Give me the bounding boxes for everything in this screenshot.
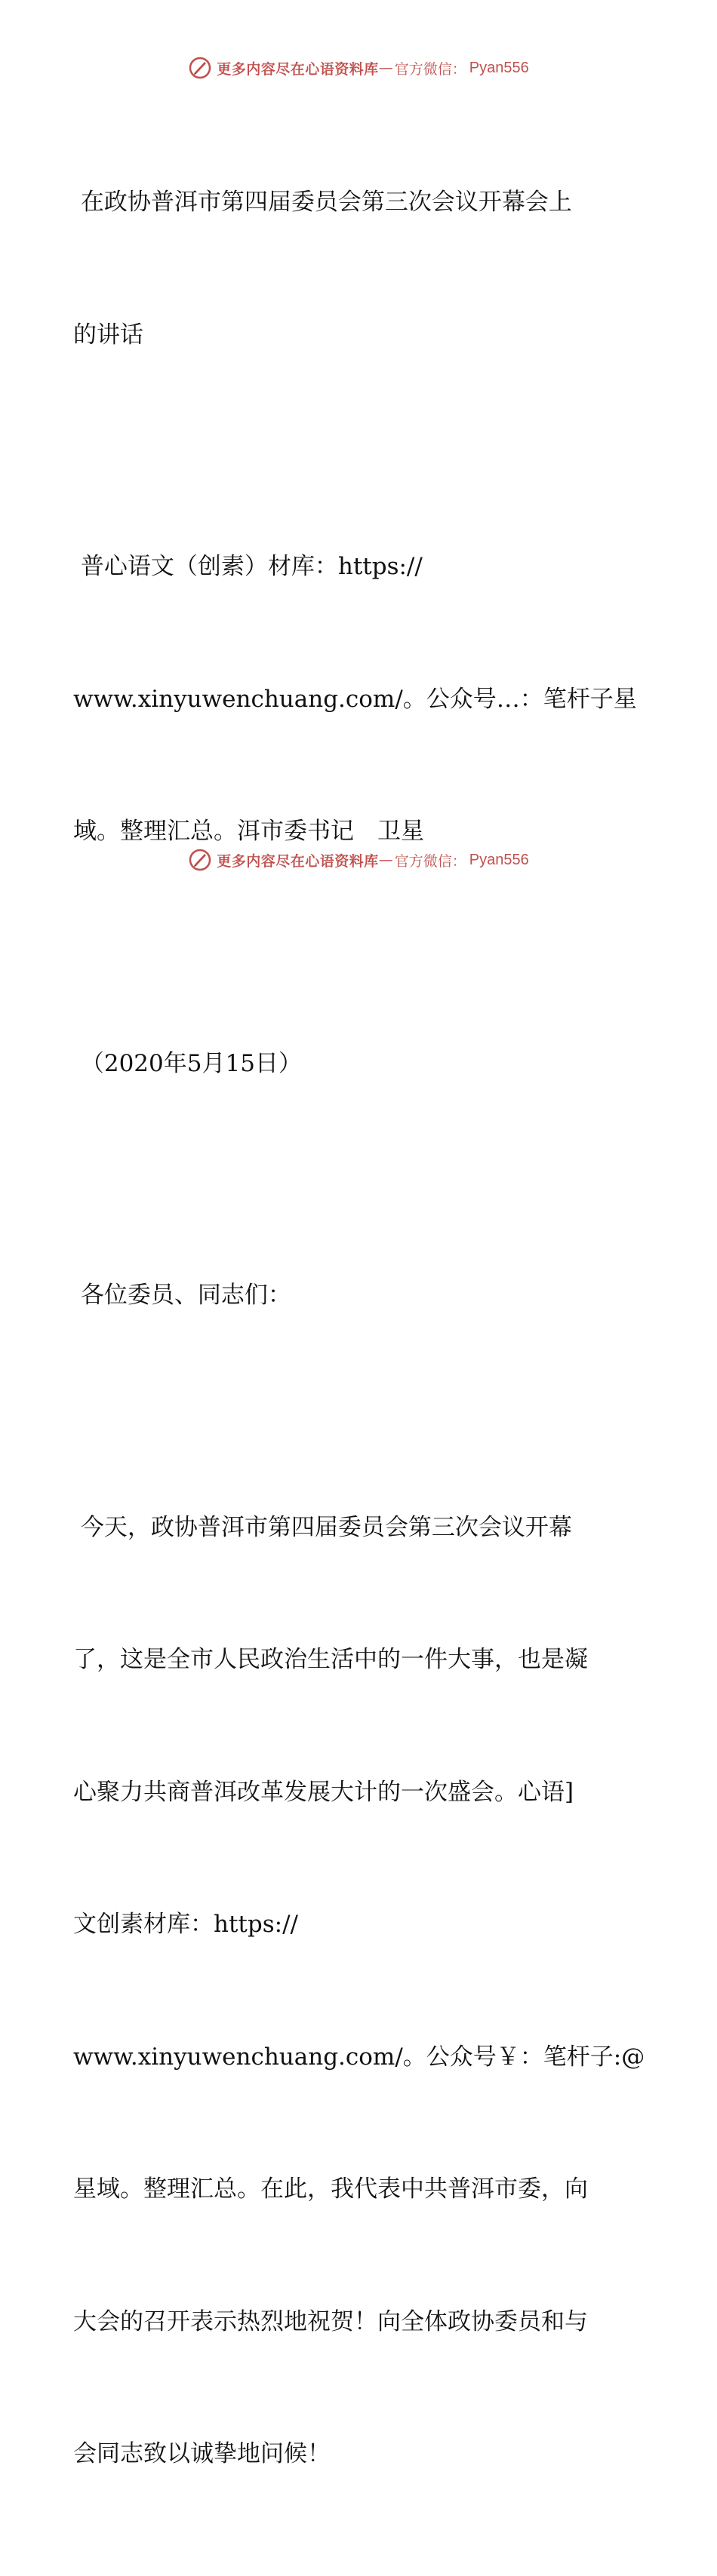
body-line: 会同志致以诚挚地问候！ [73,2440,331,2467]
watermark-slogan: 更多内容尽在心语资料库 [217,60,379,78]
body-line: 文创素材库：https:// [73,1911,298,1938]
source-line: 普心语文（创素）材库：https:// [73,553,423,580]
header-watermark [0,53,717,83]
title-line: 在政协普洱市第四届委员会第三次会议开幕会上 [73,189,572,216]
watermark-wechat-label: 官方微信： [394,852,466,870]
watermark-account: Pyan556 [469,851,529,868]
watermark-account: Pyan556 [469,59,529,76]
body-line: www.xinyuwenchuang.com/。公众号￥：笔杆子:@ [73,2043,645,2071]
body-line: 心聚力共商普洱改革发展大计的一次盛会。心语] [73,1778,574,1806]
watermark-wechat-label: 官方微信： [394,60,466,78]
watermark-dash: — [378,852,393,868]
footer-watermark [0,845,717,875]
body-line: 了，这是全市人民政治生活中的一件大事，也是凝 [73,1646,588,1673]
document-content [73,92,647,2576]
source-line: www.xinyuwenchuang.com/。公众号…：笔杆子星 [73,685,637,713]
body-line: 今天，政协普洱市第四届委员会第三次会议开幕 [73,1513,572,1541]
watermark-slogan: 更多内容尽在心语资料库 [217,852,379,870]
document-title [73,92,647,445]
body-line: 大会的召开表示热烈地祝贺！向全体政协委员和与 [73,2307,588,2335]
source-line: 域。整理汇总。洱市委书记 卫星 [73,818,424,845]
quill-pen-logo-icon [188,848,212,872]
title-line: 的讲话 [73,321,143,348]
date-line: （2020年5月15日） [73,1049,302,1077]
quill-pen-logo-icon [188,56,212,80]
greeting [73,1185,647,1406]
greeting-line: 各位委员、同志们： [73,1282,291,1309]
speech-date [73,953,647,1174]
body-paragraph [73,1417,647,2565]
watermark-dash: — [378,60,393,76]
body-line: 星域。整理汇总。在此，我代表中共普洱市委，向 [73,2175,588,2203]
